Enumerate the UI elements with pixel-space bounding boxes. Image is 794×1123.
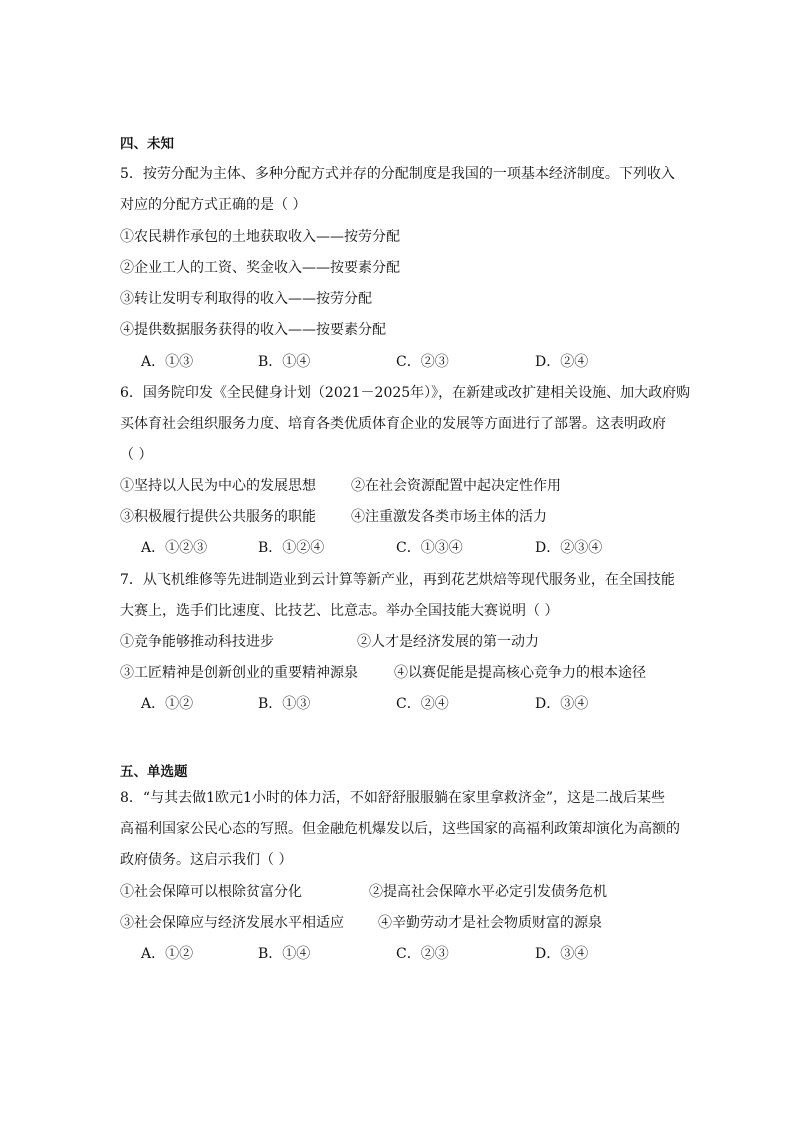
question-7-stem-line-2: 大赛上，选手们比速度、比技艺、比意志。举办全国技能大赛说明（ ） — [120, 603, 559, 619]
question-6-item-4: ④注重激发各类市场主体的活力 — [351, 509, 547, 525]
question-7-item-4: ④以赛促能是提高核心竞争力的根本途径 — [394, 665, 646, 681]
question-8-stem-line-1: 8．“与其去做1欧元1小时的体力活，不如舒舒服服躺在家里拿救济金”，这是二战后某些 — [120, 790, 666, 806]
question-8-stem-line-2: 高福利国家公民心态的写照。但金融危机爆发以后，这些国家的高福利政策却演化为高额的 — [120, 821, 680, 837]
question-7-option-c[interactable]: C．②④ — [396, 696, 449, 712]
question-8-item-3: ③社会保障应与经济发展水平相适应 — [120, 915, 344, 931]
question-8-option-b[interactable]: B．①④ — [258, 946, 311, 962]
question-6-option-d[interactable]: D．②③④ — [535, 540, 603, 556]
question-5-option-b[interactable]: B．①④ — [258, 354, 311, 370]
question-6-option-c[interactable]: C．①③④ — [396, 540, 463, 556]
question-5-stem-line-1: 5．按劳分配为主体、多种分配方式并存的分配制度是我国的一项基本经济制度。下列收入 — [120, 166, 675, 182]
question-5-item-2: ②企业工人的工资、奖金收入——按要素分配 — [120, 260, 400, 276]
question-8-stem-line-3: 政府债务。这启示我们（ ） — [120, 852, 293, 868]
question-6-item-1: ①坚持以人民为中心的发展思想 — [120, 478, 316, 494]
question-7-item-1: ①竞争能够推动科技进步 — [120, 634, 274, 650]
question-7-option-b[interactable]: B．①③ — [258, 696, 311, 712]
question-7-option-d[interactable]: D．③④ — [535, 696, 589, 712]
question-5-option-c[interactable]: C．②③ — [396, 354, 449, 370]
section-heading-unknown: 四、未知 — [120, 136, 174, 152]
question-6-item-3: ③积极履行提供公共服务的职能 — [120, 509, 316, 525]
question-5-option-a[interactable]: A．①③ — [141, 354, 194, 370]
question-8-option-a[interactable]: A．①② — [141, 946, 194, 962]
question-8-item-2: ②提高社会保障水平必定引发债务危机 — [369, 884, 607, 900]
question-7-option-a[interactable]: A．①② — [141, 696, 194, 712]
question-5-stem-line-2: 对应的分配方式正确的是（ ） — [120, 197, 307, 213]
question-8-item-4: ④辛勤劳动才是社会物质财富的源泉 — [378, 915, 602, 931]
question-6-stem-line-1: 6．国务院印发《全民健身计划（2021－2025年）》，在新建或改扩建相关设施、加大政府购 — [120, 385, 691, 401]
question-7-stem-line-1: 7．从飞机维修等先进制造业到云计算等新产业，再到花艺烘焙等现代服务业，在全国技能 — [120, 572, 675, 588]
question-7-item-2: ②人才是经济发展的第一动力 — [357, 634, 539, 650]
question-6-stem-line-3: （ ） — [120, 447, 153, 463]
question-8-item-1: ①社会保障可以根除贫富分化 — [120, 884, 302, 900]
question-5-option-d[interactable]: D．②④ — [535, 354, 589, 370]
question-8-option-d[interactable]: D．③④ — [535, 946, 589, 962]
question-5-item-3: ③转让发明专利取得的收入——按劳分配 — [120, 291, 372, 307]
question-5-item-1: ①农民耕作承包的土地获取收入——按劳分配 — [120, 229, 400, 245]
question-6-option-b[interactable]: B．①②④ — [258, 540, 325, 556]
question-6-stem-line-2: 买体育社会组织服务力度、培育各类优质体育企业的发展等方面进行了部署。这表明政府 — [120, 416, 666, 432]
section-heading-single-choice: 五、单选题 — [120, 764, 188, 780]
question-6-item-2: ②在社会资源配置中起决定性作用 — [351, 478, 561, 494]
question-8-option-c[interactable]: C．②③ — [396, 946, 449, 962]
question-5-item-4: ④提供数据服务获得的收入——按要素分配 — [120, 322, 386, 338]
question-6-option-a[interactable]: A．①②③ — [141, 540, 208, 556]
question-7-item-3: ③工匠精神是创新创业的重要精神源泉 — [120, 665, 358, 681]
